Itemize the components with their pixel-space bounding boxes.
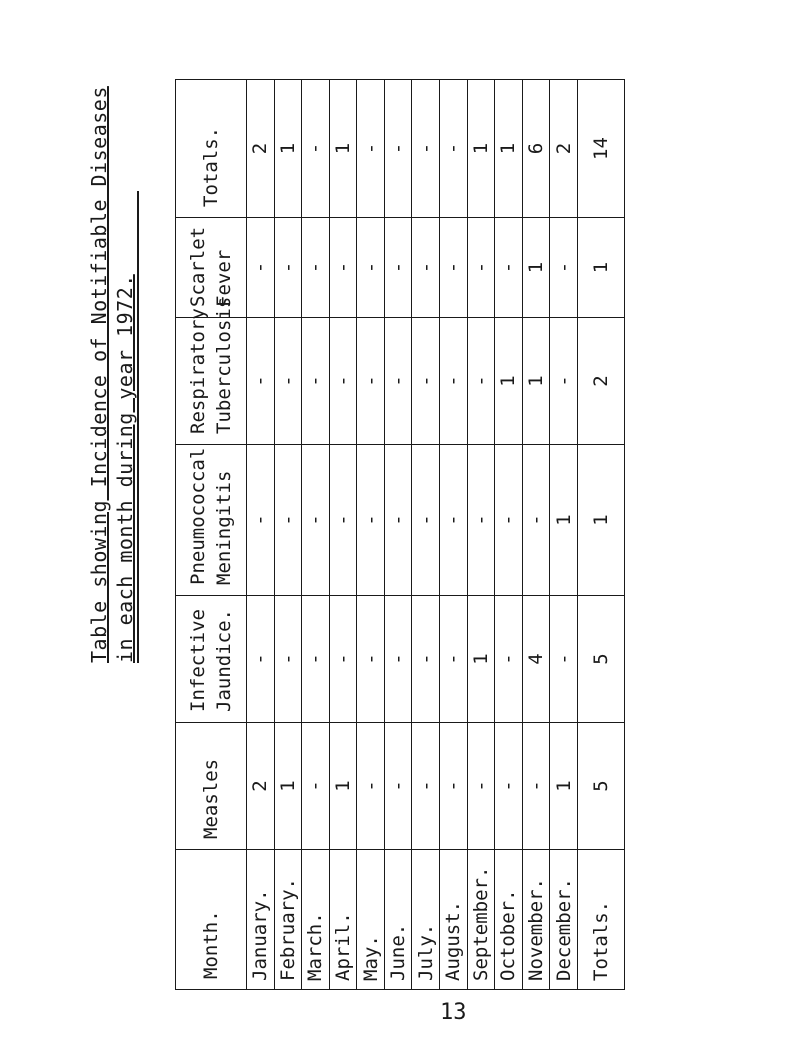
header-row xyxy=(176,80,247,990)
title-line-1: Table showing Incidence of Notifiable Diseases xyxy=(87,86,111,663)
scarlet-cell: - xyxy=(247,218,275,318)
total-cell: - xyxy=(302,80,330,218)
meningitis-cell: - xyxy=(247,445,275,596)
meningitis-cell: 1 xyxy=(550,445,578,596)
jaundice-cell: 4 xyxy=(522,596,550,723)
month-cell: December. xyxy=(550,850,578,990)
total-cell: - xyxy=(440,80,468,218)
scarlet-cell: - xyxy=(412,218,440,318)
incidence-table-container xyxy=(175,80,625,990)
tuberculosis-cell: - xyxy=(550,318,578,445)
tuberculosis-cell: - xyxy=(357,318,385,445)
tuberculosis-cell: - xyxy=(440,318,468,445)
tuberculosis-cell: - xyxy=(467,318,495,445)
measles-cell: 1 xyxy=(329,723,357,850)
month-cell: July. xyxy=(412,850,440,990)
table-title xyxy=(87,86,137,663)
total-cell: 1 xyxy=(274,80,302,218)
jaundice-cell: - xyxy=(274,596,302,723)
meningitis-cell: - xyxy=(495,445,523,596)
month-cell: September. xyxy=(467,850,495,990)
total-cell: - xyxy=(357,80,385,218)
measles-cell: - xyxy=(384,723,412,850)
scarlet-cell: - xyxy=(495,218,523,318)
month-cell: March. xyxy=(302,850,330,990)
measles-cell: - xyxy=(495,723,523,850)
measles-cell: - xyxy=(412,723,440,850)
total-cell: 6 xyxy=(522,80,550,218)
tuberculosis-cell: 1 xyxy=(522,318,550,445)
meningitis-cell: - xyxy=(302,445,330,596)
month-cell: February. xyxy=(274,850,302,990)
table-row xyxy=(247,80,275,990)
meningitis-cell: - xyxy=(412,445,440,596)
grand-total: 14 xyxy=(578,80,625,218)
jaundice-cell: - xyxy=(302,596,330,723)
meningitis-cell: - xyxy=(467,445,495,596)
measles-total: 5 xyxy=(578,723,625,850)
tuberculosis-cell: - xyxy=(329,318,357,445)
meningitis-cell: - xyxy=(440,445,468,596)
month-cell: April. xyxy=(329,850,357,990)
table-row xyxy=(302,80,330,990)
jaundice-total: 5 xyxy=(578,596,625,723)
scarlet-cell: - xyxy=(329,218,357,318)
jaundice-cell: 1 xyxy=(467,596,495,723)
meningitis-cell: - xyxy=(357,445,385,596)
scarlet-cell: - xyxy=(274,218,302,318)
jaundice-cell: - xyxy=(247,596,275,723)
header-infective-jaundice: Infective Jaundice. xyxy=(176,596,247,723)
totals-label: Totals. xyxy=(578,850,625,990)
header-totals: Totals. xyxy=(176,80,247,218)
meningitis-total: 1 xyxy=(578,445,625,596)
jaundice-cell: - xyxy=(329,596,357,723)
table-row xyxy=(329,80,357,990)
table-row xyxy=(412,80,440,990)
tuberculosis-cell: - xyxy=(274,318,302,445)
month-cell: May. xyxy=(357,850,385,990)
month-cell: November. xyxy=(522,850,550,990)
total-cell: 2 xyxy=(247,80,275,218)
table-row xyxy=(384,80,412,990)
jaundice-cell: - xyxy=(495,596,523,723)
table-row xyxy=(440,80,468,990)
header-measles: Measles xyxy=(176,723,247,850)
total-cell: - xyxy=(384,80,412,218)
tuberculosis-total: 2 xyxy=(578,318,625,445)
month-cell: August. xyxy=(440,850,468,990)
meningitis-cell: - xyxy=(274,445,302,596)
page-number: 13 xyxy=(440,1000,467,1025)
scarlet-cell: - xyxy=(440,218,468,318)
tuberculosis-cell: - xyxy=(412,318,440,445)
measles-cell: - xyxy=(440,723,468,850)
measles-cell: 2 xyxy=(247,723,275,850)
scarlet-total: 1 xyxy=(578,218,625,318)
table-row xyxy=(495,80,523,990)
incidence-table xyxy=(175,79,625,990)
total-cell: 1 xyxy=(467,80,495,218)
scarlet-cell: - xyxy=(550,218,578,318)
table-row xyxy=(467,80,495,990)
header-scarlet-fever: Scarlet Fever xyxy=(176,218,247,318)
tuberculosis-cell: - xyxy=(302,318,330,445)
title-line-2: in each month during year 1972. xyxy=(113,274,137,663)
month-cell: January. xyxy=(247,850,275,990)
jaundice-cell: - xyxy=(412,596,440,723)
tuberculosis-cell: 1 xyxy=(495,318,523,445)
jaundice-cell: - xyxy=(357,596,385,723)
month-cell: June. xyxy=(384,850,412,990)
table-row xyxy=(550,80,578,990)
tuberculosis-cell: - xyxy=(384,318,412,445)
jaundice-cell: - xyxy=(550,596,578,723)
title-rule xyxy=(137,191,139,663)
total-cell: 1 xyxy=(329,80,357,218)
measles-cell: 1 xyxy=(550,723,578,850)
total-cell: - xyxy=(412,80,440,218)
scarlet-cell: - xyxy=(467,218,495,318)
measles-cell: 1 xyxy=(274,723,302,850)
header-respiratory-tuberculosis: Respiratory Tuberculosis xyxy=(176,318,247,445)
meningitis-cell: - xyxy=(384,445,412,596)
meningitis-cell: - xyxy=(329,445,357,596)
tuberculosis-cell: - xyxy=(247,318,275,445)
scarlet-cell: - xyxy=(384,218,412,318)
measles-cell: - xyxy=(522,723,550,850)
month-cell: October. xyxy=(495,850,523,990)
scarlet-cell: 1 xyxy=(522,218,550,318)
meningitis-cell: - xyxy=(522,445,550,596)
measles-cell: - xyxy=(302,723,330,850)
scarlet-cell: - xyxy=(302,218,330,318)
table-row xyxy=(274,80,302,990)
measles-cell: - xyxy=(357,723,385,850)
total-cell: 1 xyxy=(495,80,523,218)
scarlet-cell: - xyxy=(357,218,385,318)
table-row xyxy=(522,80,550,990)
measles-cell: - xyxy=(467,723,495,850)
header-pneumococcal-meningitis: Pneumococcal Meningitis xyxy=(176,445,247,596)
header-month: Month. xyxy=(176,850,247,990)
jaundice-cell: - xyxy=(440,596,468,723)
jaundice-cell: - xyxy=(384,596,412,723)
table-row xyxy=(357,80,385,990)
totals-row xyxy=(578,80,625,990)
total-cell: 2 xyxy=(550,80,578,218)
